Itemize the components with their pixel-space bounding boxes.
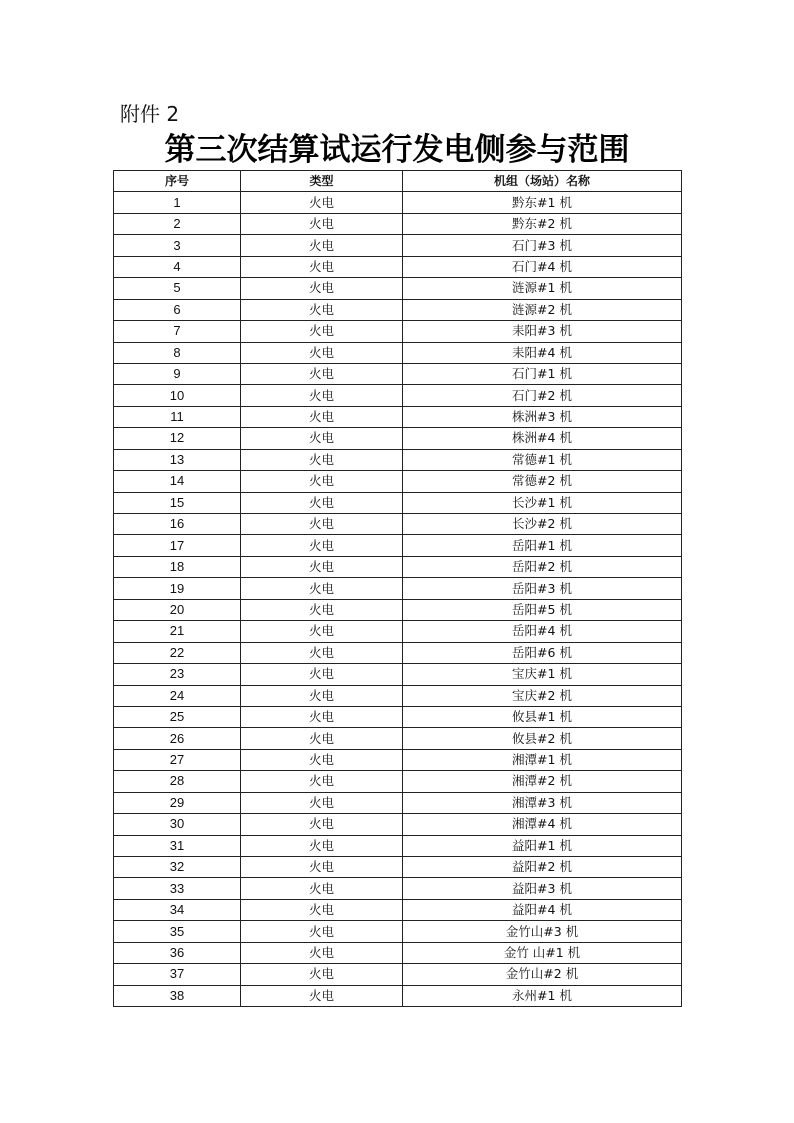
table-row bbox=[114, 771, 682, 792]
table-row bbox=[114, 921, 682, 942]
cell-type: 火电 bbox=[241, 921, 403, 942]
table-row bbox=[114, 492, 682, 513]
cell-unit-name: 岳阳#1 机 bbox=[403, 535, 682, 556]
cell-type: 火电 bbox=[241, 814, 403, 835]
header-unit-name: 机组（场站）名称 bbox=[403, 171, 682, 192]
cell-type: 火电 bbox=[241, 342, 403, 363]
cell-unit-name: 益阳#2 机 bbox=[403, 857, 682, 878]
cell-type: 火电 bbox=[241, 235, 403, 256]
cell-unit-name: 涟源#2 机 bbox=[403, 299, 682, 320]
table-header-row bbox=[114, 171, 682, 192]
cell-unit-name: 永州#1 机 bbox=[403, 985, 682, 1006]
table-row bbox=[114, 278, 682, 299]
cell-type: 火电 bbox=[241, 599, 403, 620]
cell-unit-name: 岳阳#6 机 bbox=[403, 642, 682, 663]
cell-serial-number: 32 bbox=[114, 857, 241, 878]
cell-unit-name: 株洲#3 机 bbox=[403, 406, 682, 427]
table-row bbox=[114, 835, 682, 856]
cell-unit-name: 耒阳#3 机 bbox=[403, 321, 682, 342]
unit-table bbox=[113, 170, 682, 1007]
cell-type: 火电 bbox=[241, 192, 403, 213]
table-row bbox=[114, 599, 682, 620]
cell-type: 火电 bbox=[241, 256, 403, 277]
cell-unit-name: 金竹山#2 机 bbox=[403, 964, 682, 985]
cell-type: 火电 bbox=[241, 857, 403, 878]
table-row bbox=[114, 578, 682, 599]
table-body bbox=[114, 192, 682, 1007]
cell-type: 火电 bbox=[241, 728, 403, 749]
cell-serial-number: 12 bbox=[114, 428, 241, 449]
cell-unit-name: 湘潭#1 机 bbox=[403, 749, 682, 770]
cell-unit-name: 益阳#1 机 bbox=[403, 835, 682, 856]
cell-serial-number: 15 bbox=[114, 492, 241, 513]
cell-type: 火电 bbox=[241, 706, 403, 727]
header-type: 类型 bbox=[241, 171, 403, 192]
cell-unit-name: 湘潭#3 机 bbox=[403, 792, 682, 813]
cell-type: 火电 bbox=[241, 942, 403, 963]
cell-type: 火电 bbox=[241, 899, 403, 920]
cell-serial-number: 36 bbox=[114, 942, 241, 963]
cell-unit-name: 长沙#1 机 bbox=[403, 492, 682, 513]
table-row bbox=[114, 985, 682, 1006]
cell-unit-name: 宝庆#1 机 bbox=[403, 664, 682, 685]
cell-type: 火电 bbox=[241, 213, 403, 234]
table-row bbox=[114, 642, 682, 663]
cell-serial-number: 38 bbox=[114, 985, 241, 1006]
table-row bbox=[114, 342, 682, 363]
cell-type: 火电 bbox=[241, 621, 403, 642]
table-header bbox=[114, 171, 682, 192]
table-row bbox=[114, 728, 682, 749]
cell-serial-number: 6 bbox=[114, 299, 241, 320]
cell-unit-name: 岳阳#4 机 bbox=[403, 621, 682, 642]
cell-serial-number: 8 bbox=[114, 342, 241, 363]
cell-serial-number: 33 bbox=[114, 878, 241, 899]
cell-unit-name: 岳阳#5 机 bbox=[403, 599, 682, 620]
table-row bbox=[114, 385, 682, 406]
cell-unit-name: 黔东#1 机 bbox=[403, 192, 682, 213]
table-row bbox=[114, 321, 682, 342]
cell-unit-name: 常德#1 机 bbox=[403, 449, 682, 470]
cell-serial-number: 28 bbox=[114, 771, 241, 792]
cell-serial-number: 30 bbox=[114, 814, 241, 835]
table-row bbox=[114, 621, 682, 642]
table-row bbox=[114, 556, 682, 577]
table-row bbox=[114, 749, 682, 770]
cell-serial-number: 14 bbox=[114, 471, 241, 492]
cell-unit-name: 石门#1 机 bbox=[403, 363, 682, 384]
cell-type: 火电 bbox=[241, 428, 403, 449]
document-title: 第三次结算试运行发电侧参与范围 bbox=[164, 132, 630, 168]
cell-serial-number: 2 bbox=[114, 213, 241, 234]
cell-unit-name: 长沙#2 机 bbox=[403, 514, 682, 535]
attachment-label: 附件 2 bbox=[120, 102, 180, 126]
cell-serial-number: 13 bbox=[114, 449, 241, 470]
cell-unit-name: 石门#2 机 bbox=[403, 385, 682, 406]
cell-type: 火电 bbox=[241, 578, 403, 599]
cell-unit-name: 攸县#1 机 bbox=[403, 706, 682, 727]
header-serial-number: 序号 bbox=[114, 171, 241, 192]
cell-type: 火电 bbox=[241, 471, 403, 492]
cell-type: 火电 bbox=[241, 449, 403, 470]
table-row bbox=[114, 363, 682, 384]
table-row bbox=[114, 899, 682, 920]
cell-unit-name: 宝庆#2 机 bbox=[403, 685, 682, 706]
cell-serial-number: 27 bbox=[114, 749, 241, 770]
table-row bbox=[114, 942, 682, 963]
cell-type: 火电 bbox=[241, 964, 403, 985]
cell-unit-name: 常德#2 机 bbox=[403, 471, 682, 492]
cell-serial-number: 20 bbox=[114, 599, 241, 620]
cell-type: 火电 bbox=[241, 278, 403, 299]
cell-unit-name: 金竹 山#1 机 bbox=[403, 942, 682, 963]
cell-unit-name: 石门#4 机 bbox=[403, 256, 682, 277]
table-row bbox=[114, 685, 682, 706]
table-row bbox=[114, 256, 682, 277]
table-row bbox=[114, 235, 682, 256]
table-row bbox=[114, 299, 682, 320]
cell-serial-number: 7 bbox=[114, 321, 241, 342]
cell-serial-number: 34 bbox=[114, 899, 241, 920]
cell-unit-name: 益阳#3 机 bbox=[403, 878, 682, 899]
cell-serial-number: 3 bbox=[114, 235, 241, 256]
cell-serial-number: 24 bbox=[114, 685, 241, 706]
cell-unit-name: 涟源#1 机 bbox=[403, 278, 682, 299]
cell-type: 火电 bbox=[241, 749, 403, 770]
cell-type: 火电 bbox=[241, 771, 403, 792]
cell-serial-number: 22 bbox=[114, 642, 241, 663]
cell-unit-name: 石门#3 机 bbox=[403, 235, 682, 256]
cell-type: 火电 bbox=[241, 985, 403, 1006]
table-row bbox=[114, 878, 682, 899]
table-row bbox=[114, 814, 682, 835]
cell-serial-number: 26 bbox=[114, 728, 241, 749]
table-row bbox=[114, 213, 682, 234]
cell-unit-name: 金竹山#3 机 bbox=[403, 921, 682, 942]
cell-serial-number: 18 bbox=[114, 556, 241, 577]
cell-type: 火电 bbox=[241, 556, 403, 577]
cell-type: 火电 bbox=[241, 514, 403, 535]
cell-serial-number: 16 bbox=[114, 514, 241, 535]
cell-serial-number: 19 bbox=[114, 578, 241, 599]
cell-serial-number: 23 bbox=[114, 664, 241, 685]
cell-type: 火电 bbox=[241, 835, 403, 856]
cell-type: 火电 bbox=[241, 792, 403, 813]
cell-serial-number: 25 bbox=[114, 706, 241, 727]
cell-serial-number: 31 bbox=[114, 835, 241, 856]
cell-unit-name: 株洲#4 机 bbox=[403, 428, 682, 449]
table-row bbox=[114, 514, 682, 535]
cell-unit-name: 岳阳#3 机 bbox=[403, 578, 682, 599]
cell-unit-name: 湘潭#4 机 bbox=[403, 814, 682, 835]
cell-type: 火电 bbox=[241, 321, 403, 342]
cell-serial-number: 11 bbox=[114, 406, 241, 427]
table-row bbox=[114, 428, 682, 449]
cell-type: 火电 bbox=[241, 406, 403, 427]
cell-unit-name: 湘潭#2 机 bbox=[403, 771, 682, 792]
table-row bbox=[114, 664, 682, 685]
cell-serial-number: 35 bbox=[114, 921, 241, 942]
cell-unit-name: 岳阳#2 机 bbox=[403, 556, 682, 577]
table-row bbox=[114, 449, 682, 470]
cell-unit-name: 攸县#2 机 bbox=[403, 728, 682, 749]
table-row bbox=[114, 471, 682, 492]
cell-type: 火电 bbox=[241, 664, 403, 685]
cell-unit-name: 益阳#4 机 bbox=[403, 899, 682, 920]
table-row bbox=[114, 406, 682, 427]
cell-serial-number: 29 bbox=[114, 792, 241, 813]
cell-serial-number: 37 bbox=[114, 964, 241, 985]
cell-type: 火电 bbox=[241, 492, 403, 513]
table-row bbox=[114, 964, 682, 985]
cell-type: 火电 bbox=[241, 385, 403, 406]
cell-type: 火电 bbox=[241, 685, 403, 706]
cell-serial-number: 21 bbox=[114, 621, 241, 642]
cell-serial-number: 1 bbox=[114, 192, 241, 213]
table-row bbox=[114, 857, 682, 878]
table-row bbox=[114, 535, 682, 556]
cell-serial-number: 4 bbox=[114, 256, 241, 277]
table-row bbox=[114, 706, 682, 727]
table-row bbox=[114, 192, 682, 213]
cell-serial-number: 17 bbox=[114, 535, 241, 556]
cell-serial-number: 5 bbox=[114, 278, 241, 299]
cell-type: 火电 bbox=[241, 878, 403, 899]
cell-unit-name: 黔东#2 机 bbox=[403, 213, 682, 234]
cell-serial-number: 10 bbox=[114, 385, 241, 406]
cell-type: 火电 bbox=[241, 535, 403, 556]
cell-type: 火电 bbox=[241, 299, 403, 320]
cell-type: 火电 bbox=[241, 363, 403, 384]
table-row bbox=[114, 792, 682, 813]
cell-serial-number: 9 bbox=[114, 363, 241, 384]
cell-type: 火电 bbox=[241, 642, 403, 663]
cell-unit-name: 耒阳#4 机 bbox=[403, 342, 682, 363]
